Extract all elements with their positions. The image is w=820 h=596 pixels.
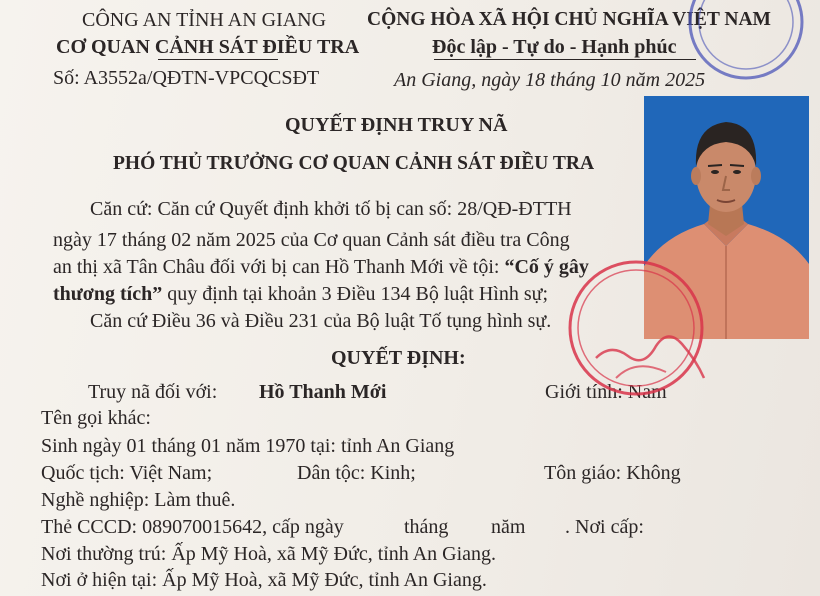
id-place: . Nơi cấp: [565, 516, 644, 538]
basis-line-4-text: quy định tại khoản 3 Điều 134 Bộ luật Hình sự; [162, 283, 549, 305]
ethnicity: Dân tộc: Kinh; [297, 462, 416, 484]
id-card: Thẻ CCCD: 089070015642, cấp ngày [41, 516, 344, 538]
basis-line-2: ngày 17 tháng 02 năm 2025 của Cơ quan Cảnh sát điều tra Công [53, 229, 570, 251]
id-year: năm [491, 516, 526, 538]
decision-heading: QUYẾT ĐỊNH: [331, 347, 466, 369]
basis-line-5: Căn cứ Điều 36 và Điều 231 của Bộ luật Tố tụng hình sự. [90, 310, 552, 332]
basis-line-4 [53, 282, 548, 306]
charge-end: thương tích” [53, 283, 163, 305]
religion: Tôn giáo: Không [544, 462, 681, 484]
place-date: An Giang, ngày 18 tháng 10 năm 2025 [394, 69, 706, 91]
nationality: Quốc tịch: Việt Nam; [41, 462, 213, 484]
charge-start: “Cố ý gây [504, 256, 589, 278]
basis-line-3 [53, 255, 589, 279]
document-title: QUYẾT ĐỊNH TRUY NÃ [285, 114, 508, 136]
alias: Tên gọi khác: [41, 407, 151, 429]
document-subtitle: PHÓ THỦ TRƯỞNG CƠ QUAN CẢNH SÁT ĐIỀU TRA [113, 153, 595, 174]
portrait-illustration [644, 96, 809, 339]
header-left-underline [158, 59, 278, 60]
basis-line-3-text: an thị xã Tân Châu đối với bị can Hồ Thanh Mới về tội: [53, 256, 505, 278]
permanent-address: Nơi thường trú: Ấp Mỹ Hoà, xã Mỹ Đức, tỉnh An Giang. [41, 543, 497, 565]
agency-name: CÔNG AN TỈNH AN GIANG [82, 9, 327, 31]
occupation: Nghề nghiệp: Làm thuê. [41, 489, 236, 511]
id-month: tháng [404, 516, 449, 538]
motto-underline [434, 59, 696, 60]
document-number: Số: A3552a/QĐTN-VPCQCSĐT [53, 67, 320, 89]
basis-line-1: Căn cứ: Căn cứ Quyết định khởi tố bị can số: 28/QĐ-ĐTTH [90, 198, 572, 220]
wanted-person-photo [644, 96, 809, 339]
wanted-name: Hồ Thanh Mới [259, 381, 387, 403]
motto: Độc lập - Tự do - Hạnh phúc [432, 36, 677, 58]
current-address: Nơi ở hiện tại: Ấp Mỹ Hoà, xã Mỹ Đức, tỉnh An Giang. [41, 569, 487, 591]
wanted-label: Truy nã đối với: [88, 381, 218, 403]
country-name: CỘNG HÒA XÃ HỘI CHỦ NGHĨA VIỆT NAM [367, 9, 771, 30]
gender: Giới tính: Nam [545, 381, 667, 403]
birth-info: Sinh ngày 01 tháng 01 năm 1970 tại: tỉnh An Giang [41, 435, 455, 457]
agency-department: CƠ QUAN CẢNH SÁT ĐIỀU TRA [56, 36, 360, 58]
